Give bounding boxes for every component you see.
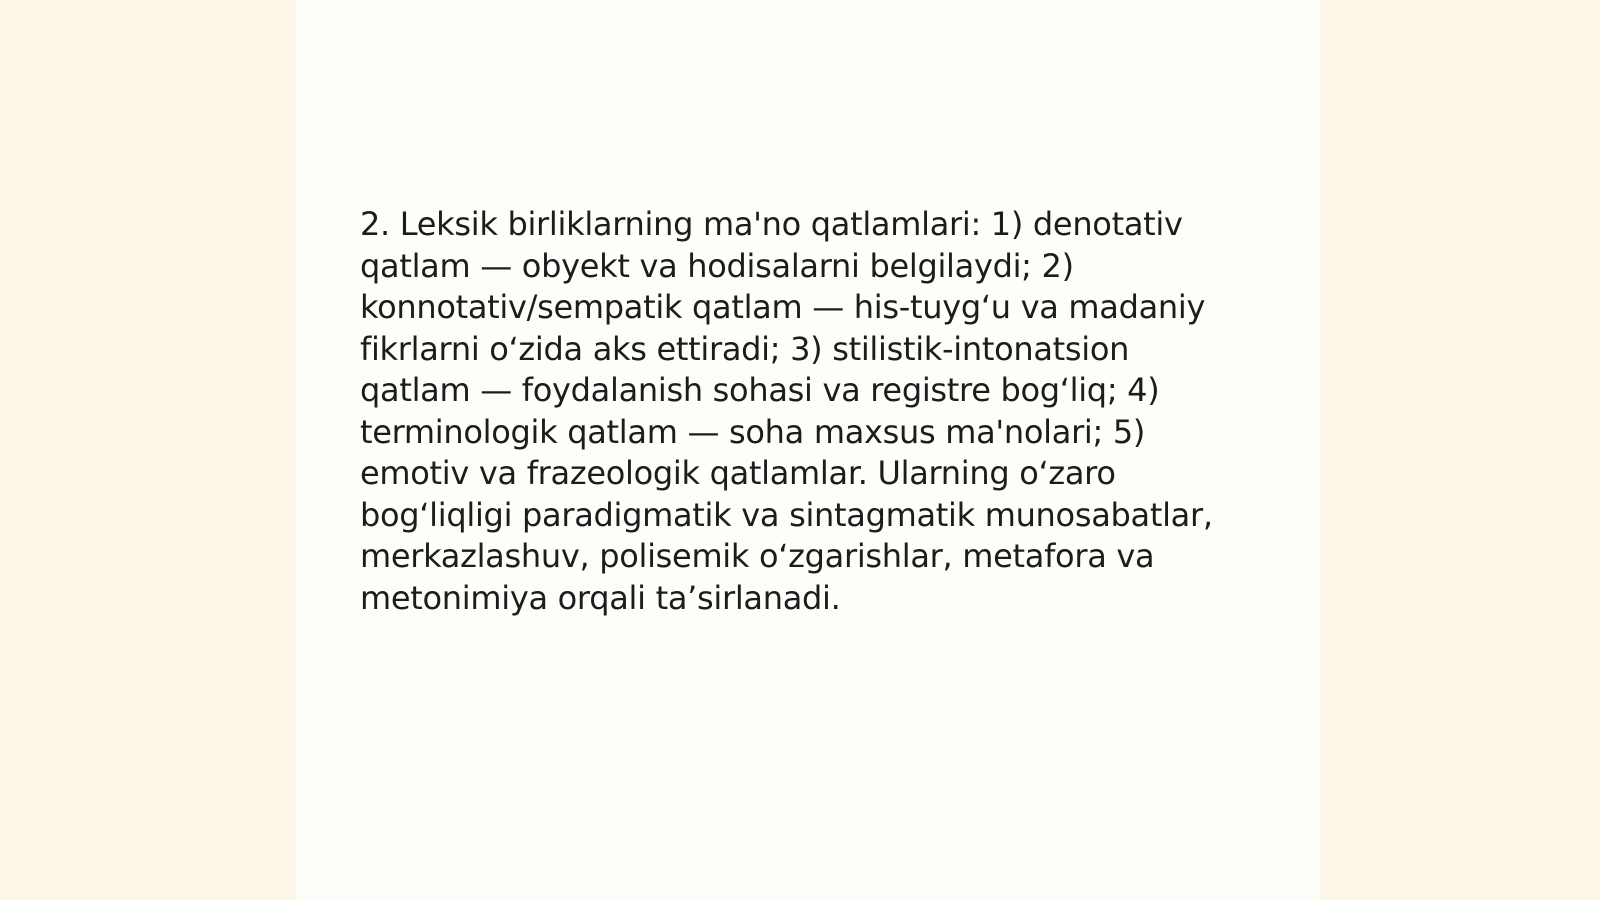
slide-canvas bbox=[296, 0, 1320, 900]
slide-body-text: 2. Leksik birliklarning ma'no qatlamlari: 1) denotativ qatlam — obyekt va hodisalarni belgilaydi; 2) konnotativ/sempatik qatlam — his-tuyg‘u va madaniy fikrlarni o‘zida aks ettiradi; 3) stilistik-intonatsion qatlam — foydalanish sohasi va registre bog‘liq; 4) terminologik qatlam — soha maxsus ma'nolari; 5) emotiv va frazeologik qatlamlar. Ularning o‘zaro bog‘liqligi paradigmatik va sintagmatik munosabatlar, merkazlashuv, polisemik o‘zgarishlar, metafora va metonimiya orqali ta’sirlanadi. bbox=[360, 205, 1213, 617]
